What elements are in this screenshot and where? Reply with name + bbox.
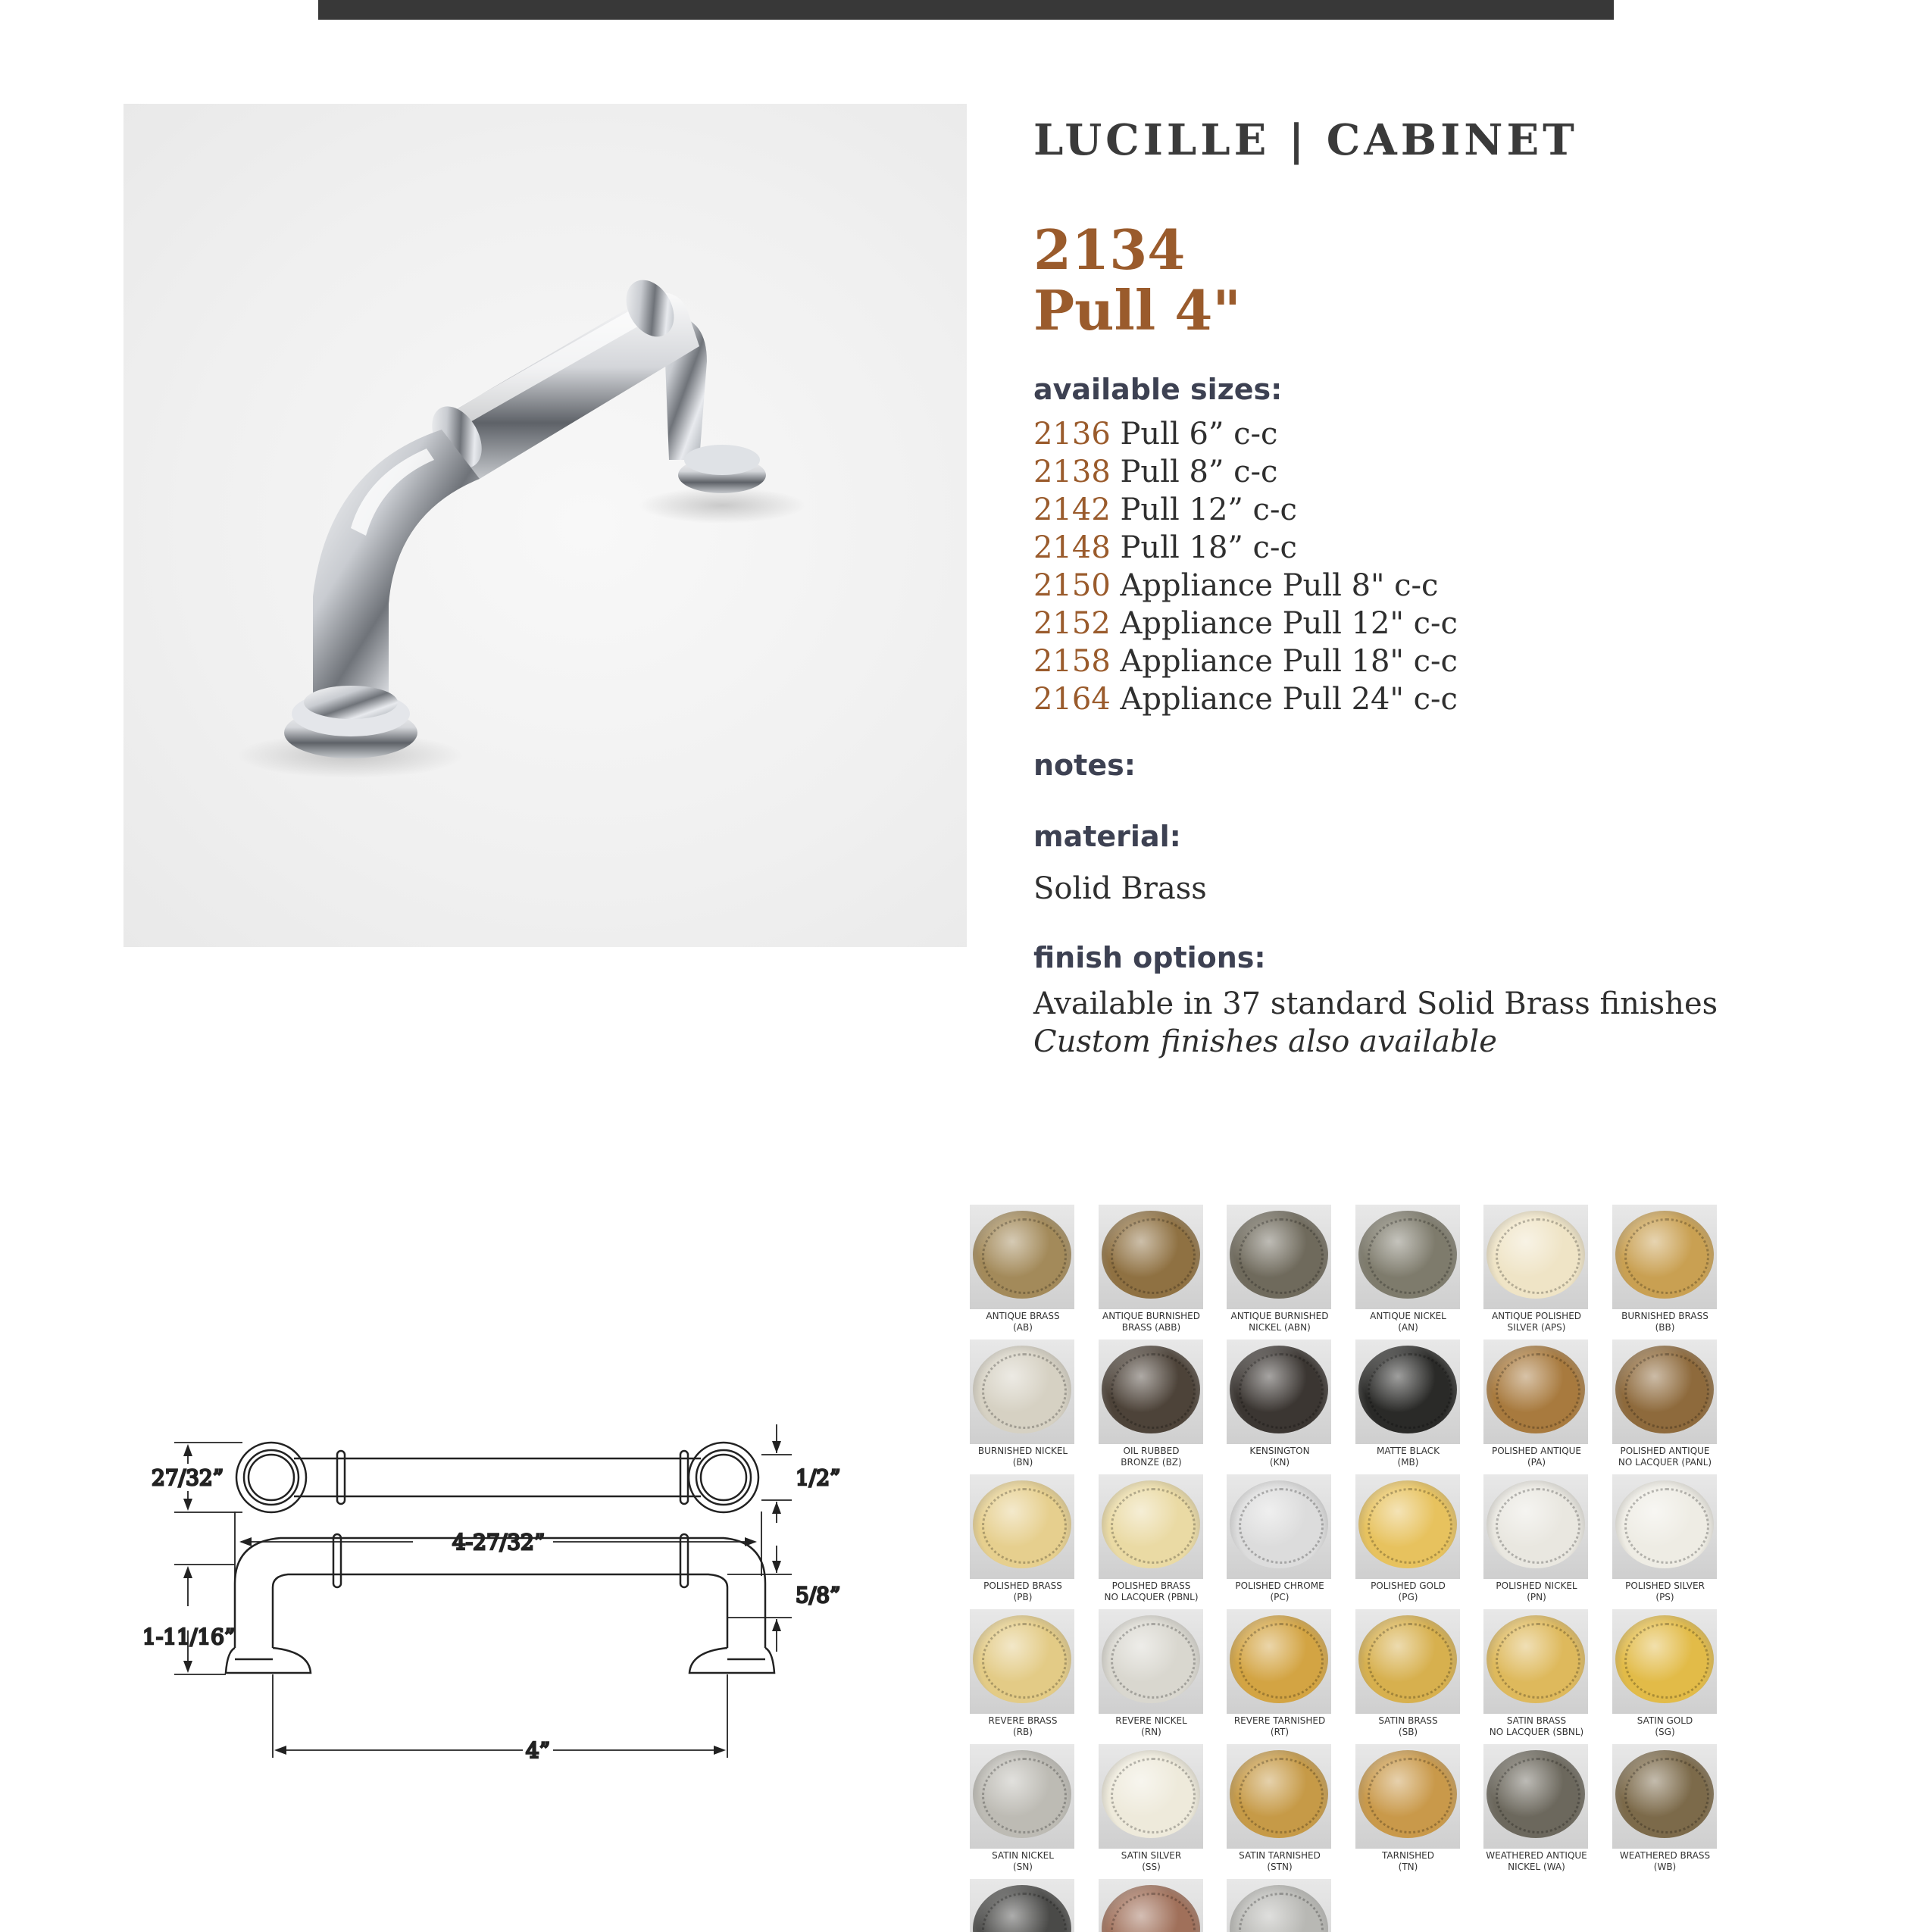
finish-code: (PB) bbox=[1013, 1592, 1033, 1602]
finish-swatch bbox=[1091, 1744, 1218, 1879]
finish-knob-image bbox=[970, 1340, 1074, 1444]
size-code: 2138 bbox=[1033, 455, 1111, 489]
finish-name: ANTIQUE BURNISHED bbox=[1102, 1311, 1200, 1321]
finish-knob-image bbox=[1483, 1205, 1588, 1309]
finish-swatch bbox=[1219, 1474, 1346, 1609]
finish-swatch bbox=[1348, 1474, 1475, 1609]
finish-swatch bbox=[1605, 1340, 1721, 1474]
finish-swatch bbox=[962, 1340, 1089, 1474]
size-desc: Pull 8” c-c bbox=[1120, 455, 1278, 489]
finish-knob-image bbox=[1355, 1609, 1460, 1714]
finish-code: (SS) bbox=[1142, 1862, 1161, 1872]
finish-knob-image bbox=[970, 1609, 1074, 1714]
finish-label bbox=[1597, 1580, 1721, 1603]
finish-name: POLISHED ANTIQUE bbox=[1491, 1446, 1582, 1456]
finish-code: BRASS (ABB) bbox=[1121, 1322, 1181, 1333]
finish-name: SATIN GOLD bbox=[1637, 1715, 1693, 1726]
dim-overall-height: 27/32” bbox=[152, 1465, 224, 1490]
finish-name: SATIN NICKEL bbox=[992, 1850, 1054, 1861]
finish-name: KENSINGTON bbox=[1249, 1446, 1310, 1456]
finish-name: WEATHERED ANTIQUE bbox=[1486, 1850, 1587, 1861]
size-item bbox=[1033, 491, 1458, 529]
available-sizes-heading: available sizes: bbox=[1033, 373, 1283, 406]
finish-knob-image bbox=[1355, 1744, 1460, 1849]
sizes-list bbox=[1033, 415, 1458, 718]
finish-knob-image bbox=[1483, 1340, 1588, 1444]
finish-label bbox=[1211, 1715, 1348, 1738]
finish-label bbox=[1211, 1850, 1348, 1873]
size-desc: Appliance Pull 18" c-c bbox=[1120, 644, 1458, 679]
finish-label bbox=[1211, 1311, 1348, 1333]
finish-code: (PG) bbox=[1398, 1592, 1418, 1602]
finish-code: (RB) bbox=[1013, 1727, 1033, 1737]
size-desc: Pull 18” c-c bbox=[1120, 530, 1297, 565]
collection-title: LUCILLE | CABINET bbox=[1033, 115, 1578, 165]
finish-label bbox=[1468, 1580, 1605, 1603]
finish-name: ANTIQUE BRASS bbox=[986, 1311, 1060, 1321]
custom-finishes-text: Custom finishes also available bbox=[1033, 1024, 1497, 1059]
finish-label bbox=[1083, 1446, 1220, 1468]
finish-name: SATIN BRASS bbox=[1378, 1715, 1438, 1726]
finish-swatch bbox=[1605, 1474, 1721, 1609]
size-code: 2164 bbox=[1033, 682, 1111, 717]
finish-code: (BN) bbox=[1012, 1457, 1033, 1468]
finish-knob-image bbox=[1355, 1340, 1460, 1444]
model-number: 2134 bbox=[1033, 217, 1186, 282]
finish-swatch bbox=[1476, 1744, 1603, 1879]
finish-label bbox=[1597, 1446, 1721, 1468]
finish-options-heading: finish options: bbox=[1033, 941, 1266, 974]
finish-swatch bbox=[1219, 1744, 1346, 1879]
finish-label bbox=[1597, 1311, 1721, 1333]
finish-code: (SG) bbox=[1655, 1727, 1675, 1737]
finish-swatch bbox=[1476, 1340, 1603, 1474]
finish-code: (PA) bbox=[1527, 1457, 1546, 1468]
finish-code: BRONZE (BZ) bbox=[1121, 1457, 1182, 1468]
finish-knob-image bbox=[1099, 1609, 1203, 1714]
finish-swatch bbox=[1348, 1744, 1475, 1879]
finish-knob-image bbox=[1227, 1609, 1331, 1714]
finish-label bbox=[1340, 1850, 1477, 1873]
finish-swatch bbox=[962, 1744, 1089, 1879]
size-desc: Pull 12” c-c bbox=[1120, 492, 1297, 527]
finish-knob-image bbox=[1099, 1205, 1203, 1309]
finish-swatch bbox=[962, 1879, 1089, 1932]
dim-rail-diameter: 1/2” bbox=[796, 1465, 841, 1490]
size-desc: Appliance Pull 8" c-c bbox=[1120, 568, 1439, 603]
finish-code: (SN) bbox=[1013, 1862, 1033, 1872]
finish-knob-image bbox=[1612, 1609, 1717, 1714]
finish-swatch bbox=[962, 1205, 1089, 1340]
finish-code: (KN) bbox=[1269, 1457, 1290, 1468]
finish-knob-image bbox=[1099, 1879, 1203, 1932]
finish-name: REVERE TARNISHED bbox=[1233, 1715, 1326, 1726]
finish-label bbox=[1340, 1580, 1477, 1603]
size-code: 2150 bbox=[1033, 568, 1111, 603]
model-name: Pull 4" bbox=[1033, 278, 1241, 342]
finish-swatch bbox=[1605, 1744, 1721, 1879]
dim-overall-length: 4-27/32” bbox=[452, 1530, 546, 1555]
finish-knob-image bbox=[1483, 1744, 1588, 1849]
cabinet-pull-illustration bbox=[123, 104, 967, 947]
finish-swatch bbox=[1091, 1205, 1218, 1340]
finish-code: (AB) bbox=[1013, 1322, 1033, 1333]
finish-name: MATTE BLACK bbox=[1377, 1446, 1440, 1456]
finish-code: NICKEL (ABN) bbox=[1249, 1322, 1311, 1333]
finish-label bbox=[1211, 1446, 1348, 1468]
finish-label bbox=[962, 1850, 1091, 1873]
finish-knob-image bbox=[970, 1205, 1074, 1309]
finish-swatch bbox=[1476, 1205, 1603, 1340]
dim-projection: 1-11/16” bbox=[142, 1624, 236, 1649]
finish-knob-image bbox=[1612, 1744, 1717, 1849]
finish-knob-image bbox=[1483, 1609, 1588, 1714]
finish-code: (RN) bbox=[1141, 1727, 1161, 1737]
dim-clearance: 5/8” bbox=[796, 1583, 841, 1608]
finish-name: ANTIQUE NICKEL bbox=[1370, 1311, 1446, 1321]
finish-name: REVERE BRASS bbox=[988, 1715, 1058, 1726]
finish-label bbox=[962, 1446, 1091, 1468]
finish-swatch bbox=[1605, 1205, 1721, 1340]
finish-code: (STN) bbox=[1267, 1862, 1293, 1872]
size-desc: Appliance Pull 24" c-c bbox=[1120, 682, 1458, 717]
finish-label bbox=[1468, 1446, 1605, 1468]
finish-label bbox=[1468, 1311, 1605, 1333]
material-value: Solid Brass bbox=[1033, 871, 1207, 906]
finish-swatch bbox=[962, 1474, 1089, 1609]
finish-name: WEATHERED BRASS bbox=[1619, 1850, 1711, 1861]
size-item bbox=[1033, 453, 1458, 491]
finish-code: (PC) bbox=[1270, 1592, 1290, 1602]
finish-label bbox=[1340, 1311, 1477, 1333]
size-code: 2158 bbox=[1033, 644, 1111, 679]
finish-label bbox=[1211, 1580, 1348, 1603]
finish-label bbox=[1083, 1850, 1220, 1873]
finish-label bbox=[962, 1715, 1091, 1738]
finish-swatch bbox=[1091, 1340, 1218, 1474]
finish-swatch bbox=[1605, 1609, 1721, 1744]
finish-label bbox=[1597, 1850, 1721, 1873]
size-item bbox=[1033, 605, 1458, 642]
finish-name: ANTIQUE POLISHED bbox=[1491, 1311, 1582, 1321]
finish-code: (TN) bbox=[1398, 1862, 1418, 1872]
finish-knob-image bbox=[1355, 1474, 1460, 1579]
finish-knob-image bbox=[970, 1474, 1074, 1579]
size-item bbox=[1033, 415, 1458, 453]
material-heading: material: bbox=[1033, 820, 1181, 853]
finish-label bbox=[962, 1580, 1091, 1603]
size-code: 2142 bbox=[1033, 492, 1111, 527]
model-heading bbox=[1033, 217, 1241, 342]
finish-knob-image bbox=[1612, 1340, 1717, 1444]
finish-name: BURNISHED NICKEL bbox=[977, 1446, 1068, 1456]
finish-name: TARNISHED bbox=[1382, 1850, 1434, 1861]
finish-label bbox=[1083, 1311, 1220, 1333]
finish-label bbox=[1468, 1850, 1605, 1873]
finish-code: (AN) bbox=[1398, 1322, 1418, 1333]
finish-knob-image bbox=[970, 1879, 1074, 1932]
finish-label bbox=[1468, 1715, 1605, 1738]
finish-swatch-grid bbox=[962, 1205, 1720, 1932]
finish-code: NO LACQUER (PANL) bbox=[1618, 1457, 1712, 1468]
finish-label bbox=[1340, 1715, 1477, 1738]
finish-label bbox=[1340, 1446, 1477, 1468]
finish-code: NO LACQUER (SBNL) bbox=[1489, 1727, 1584, 1737]
finish-swatch bbox=[1219, 1205, 1346, 1340]
finish-knob-image bbox=[1227, 1744, 1331, 1849]
size-desc: Pull 6” c-c bbox=[1120, 417, 1278, 452]
pull-diagram bbox=[129, 1424, 932, 1773]
finish-name: POLISHED NICKEL bbox=[1496, 1580, 1577, 1591]
dimension-drawing bbox=[129, 1424, 932, 1773]
finish-name: SATIN SILVER bbox=[1121, 1850, 1182, 1861]
finish-knob-image bbox=[1612, 1205, 1717, 1309]
finish-code: (RT) bbox=[1270, 1727, 1290, 1737]
top-bar bbox=[318, 0, 1614, 20]
finish-knob-image bbox=[1227, 1205, 1331, 1309]
size-code: 2136 bbox=[1033, 417, 1111, 452]
finish-swatch bbox=[1348, 1205, 1475, 1340]
finish-name: POLISHED BRASS bbox=[983, 1580, 1062, 1591]
finish-name: BURNISHED BRASS bbox=[1621, 1311, 1708, 1321]
finish-label bbox=[1597, 1715, 1721, 1738]
notes-heading: notes: bbox=[1033, 749, 1136, 782]
finish-knob-image bbox=[1483, 1474, 1588, 1579]
finish-swatch bbox=[1219, 1609, 1346, 1744]
finish-name: POLISHED BRASS bbox=[1111, 1580, 1191, 1591]
finish-code: (WB) bbox=[1653, 1862, 1677, 1872]
finish-name: POLISHED GOLD bbox=[1371, 1580, 1446, 1591]
size-item bbox=[1033, 680, 1458, 718]
finish-knob-image bbox=[1612, 1474, 1717, 1579]
product-photo bbox=[123, 104, 967, 947]
finish-knob-image bbox=[1099, 1744, 1203, 1849]
finish-code: (BB) bbox=[1655, 1322, 1675, 1333]
finish-knob-image bbox=[970, 1744, 1074, 1849]
finish-swatch bbox=[1348, 1340, 1475, 1474]
finish-name: OIL RUBBED bbox=[1123, 1446, 1180, 1456]
finish-code: (PN) bbox=[1527, 1592, 1546, 1602]
finish-knob-image bbox=[1099, 1340, 1203, 1444]
finish-name: SATIN BRASS bbox=[1506, 1715, 1567, 1726]
finish-knob-image bbox=[1355, 1205, 1460, 1309]
finish-swatch bbox=[1476, 1474, 1603, 1609]
dim-center-to-center: 4” bbox=[525, 1738, 551, 1763]
finish-options-text: Available in 37 standard Solid Brass finishes bbox=[1033, 986, 1718, 1021]
finish-swatch bbox=[1476, 1609, 1603, 1744]
finish-name: REVERE NICKEL bbox=[1115, 1715, 1187, 1726]
finish-swatch bbox=[1091, 1879, 1218, 1932]
finish-label bbox=[962, 1311, 1091, 1333]
finish-code: NO LACQUER (PBNL) bbox=[1104, 1592, 1199, 1602]
finish-name: POLISHED ANTIQUE bbox=[1620, 1446, 1710, 1456]
finish-knob-image bbox=[1227, 1879, 1331, 1932]
finish-code: SILVER (APS) bbox=[1507, 1322, 1566, 1333]
finish-label bbox=[1083, 1715, 1220, 1738]
finish-name: ANTIQUE BURNISHED bbox=[1230, 1311, 1329, 1321]
size-code: 2148 bbox=[1033, 530, 1111, 565]
size-item bbox=[1033, 567, 1458, 605]
finish-name: SATIN TARNISHED bbox=[1239, 1850, 1321, 1861]
finish-swatch bbox=[1219, 1340, 1346, 1474]
size-item bbox=[1033, 529, 1458, 567]
finish-code: NICKEL (WA) bbox=[1508, 1862, 1565, 1872]
finish-code: (SB) bbox=[1398, 1727, 1418, 1737]
size-item bbox=[1033, 642, 1458, 680]
size-desc: Appliance Pull 12" c-c bbox=[1120, 606, 1458, 641]
finish-label bbox=[1083, 1580, 1220, 1603]
finish-name: POLISHED CHROME bbox=[1235, 1580, 1324, 1591]
finish-knob-image bbox=[1099, 1474, 1203, 1579]
finish-code: (PS) bbox=[1655, 1592, 1674, 1602]
finish-knob-image bbox=[1227, 1474, 1331, 1579]
finish-swatch bbox=[1219, 1879, 1346, 1932]
finish-code: (MB) bbox=[1397, 1457, 1419, 1468]
finish-swatch bbox=[1091, 1474, 1218, 1609]
finish-knob-image bbox=[1227, 1340, 1331, 1444]
finish-swatch bbox=[962, 1609, 1089, 1744]
finish-name: POLISHED SILVER bbox=[1625, 1580, 1705, 1591]
finish-swatch bbox=[1091, 1609, 1218, 1744]
finish-swatch bbox=[1348, 1609, 1475, 1744]
size-code: 2152 bbox=[1033, 606, 1111, 641]
